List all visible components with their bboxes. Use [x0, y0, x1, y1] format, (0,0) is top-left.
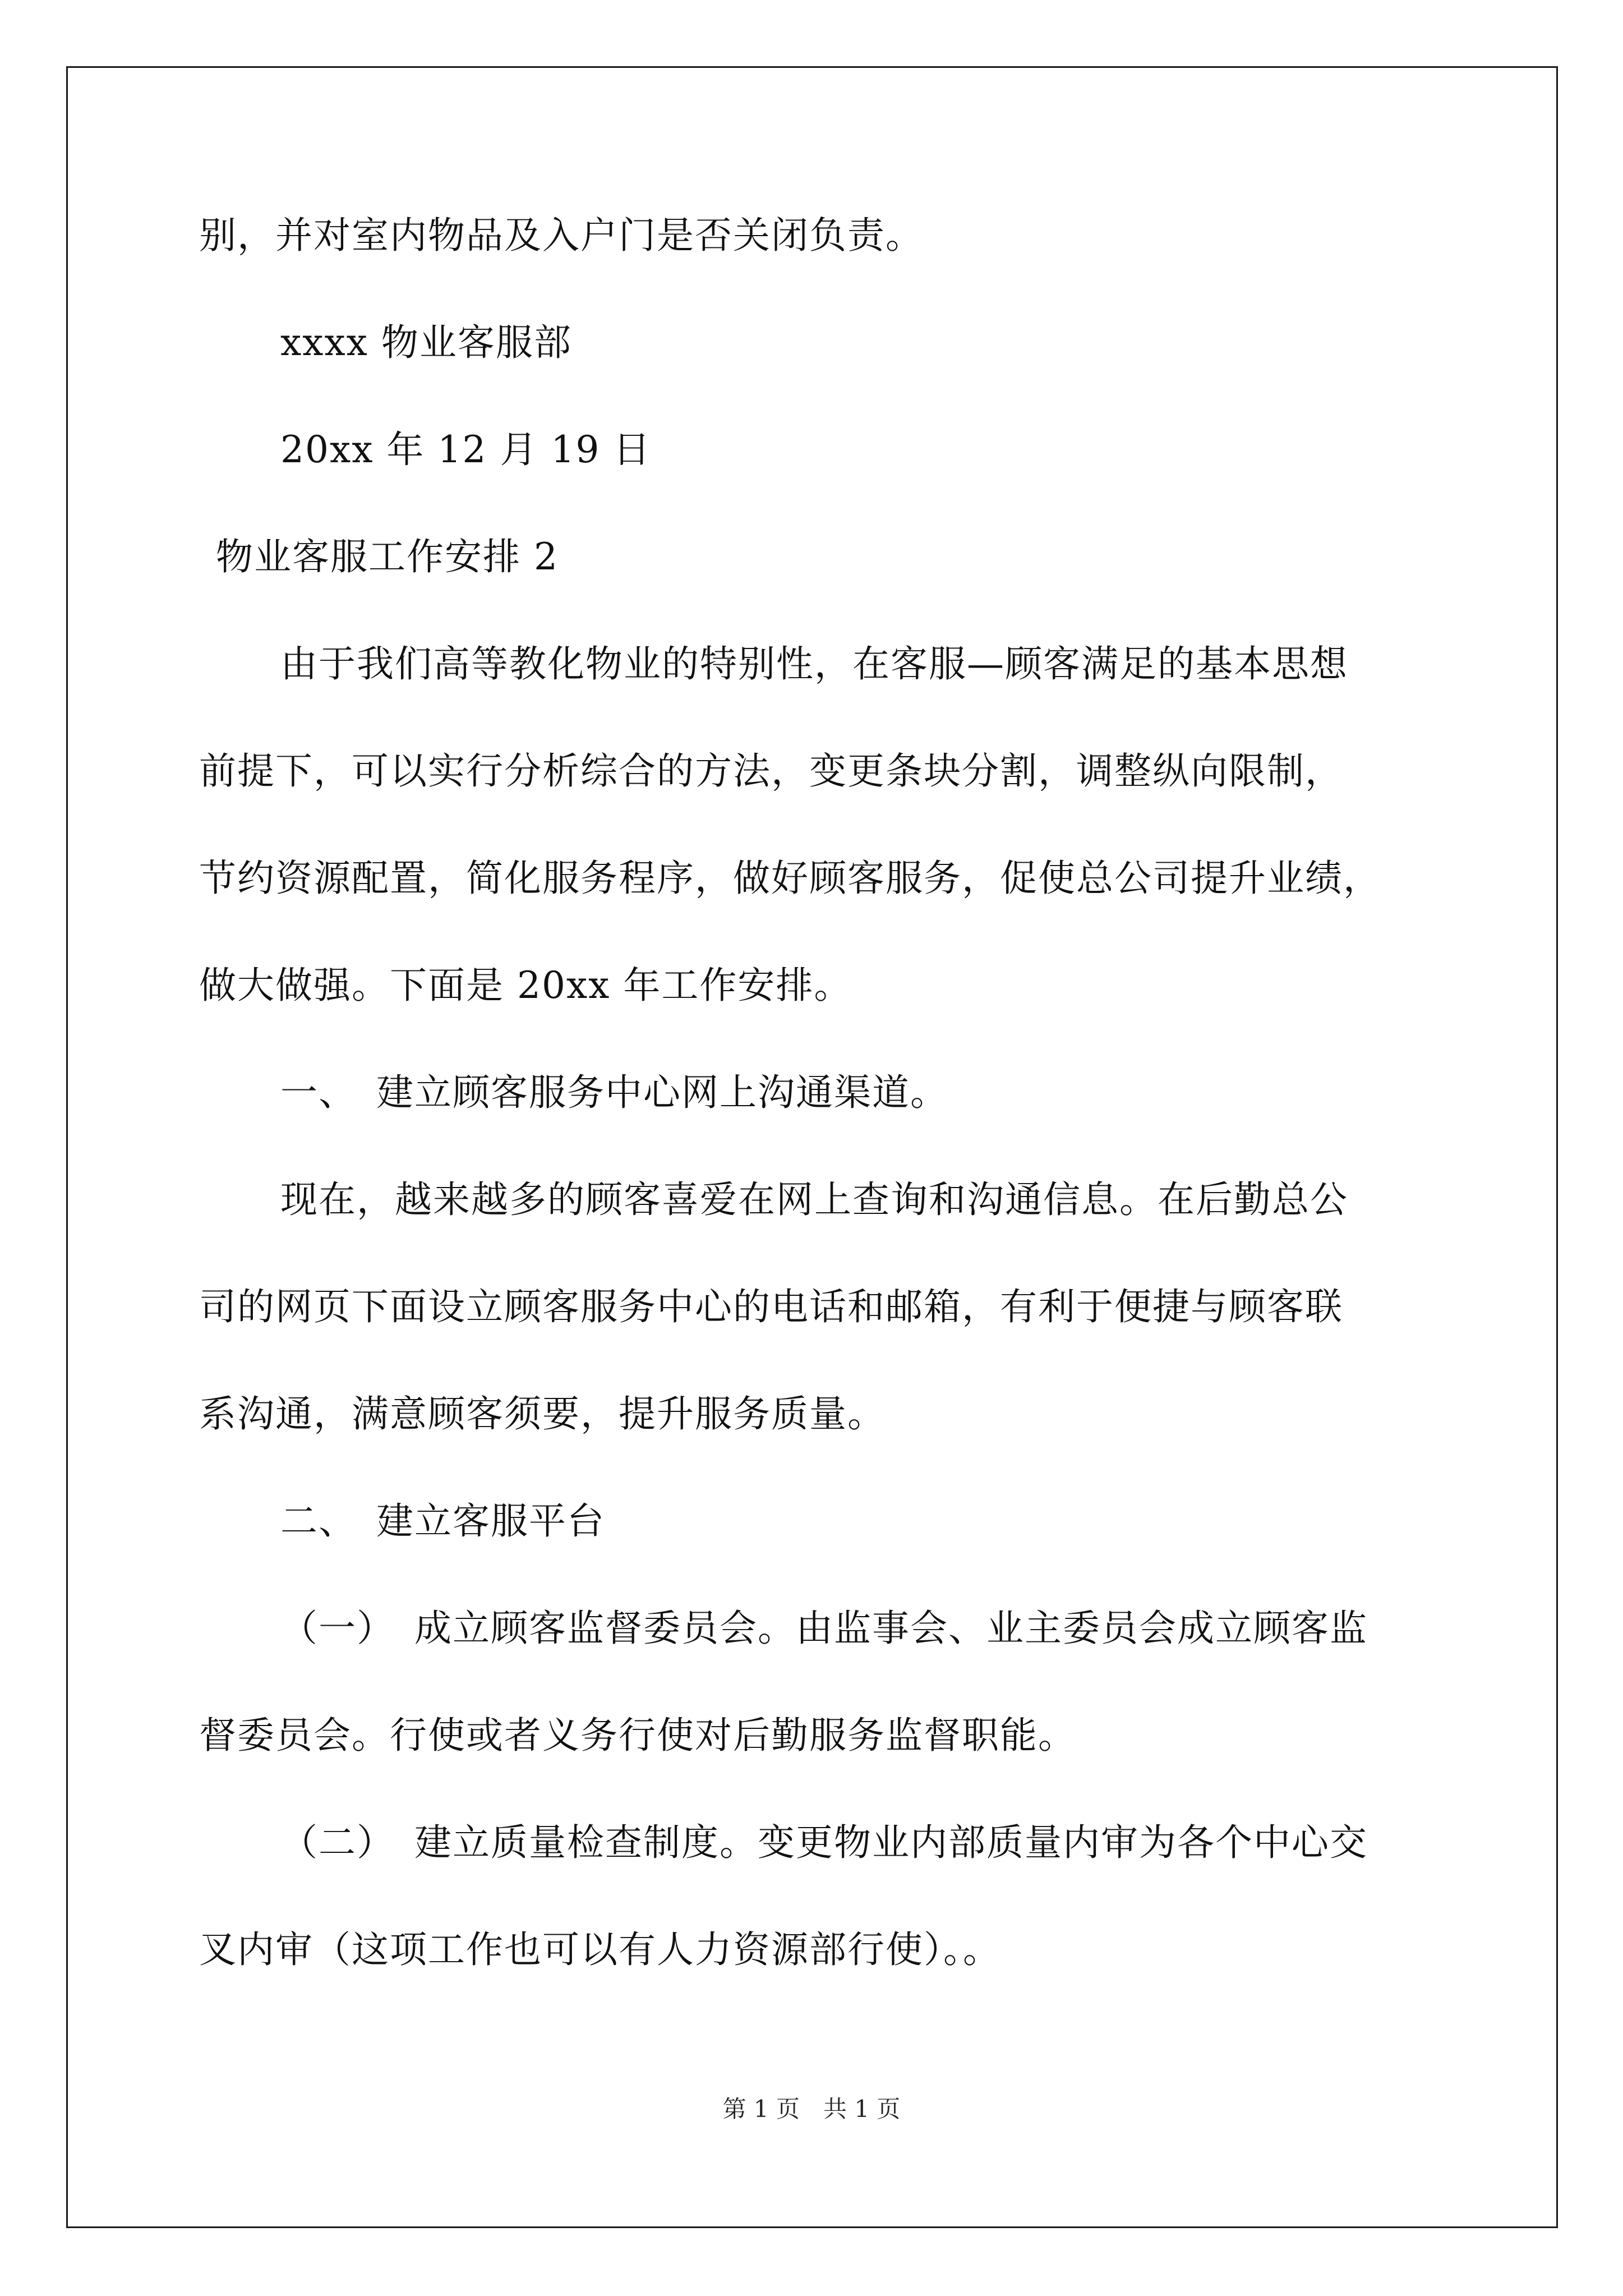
- sub-item-1: （一） 成立顾客监督委员会。由监事会、业主委员会成立顾客监: [280, 1607, 1368, 1650]
- list-heading-2: 二、 建立客服平台: [280, 1499, 605, 1543]
- paragraph-line: 节约资源配置，简化服务程序，做好顾客服务，促使总公司提升业绩，: [199, 857, 1381, 900]
- paragraph-line: 督委员会。行使或者义务行使对后勤服务监督职能。: [199, 1714, 1076, 1757]
- section-title: 物业客服工作安排 2: [216, 535, 559, 578]
- paragraph-line: 别，并对室内物品及入户门是否关闭负责。: [199, 214, 924, 257]
- page-footer: 第 1 页 共 1 页: [722, 2095, 901, 2123]
- paragraph-line: 现在，越来越多的顾客喜爱在网上查询和沟通信息。在后勤总公: [280, 1178, 1348, 1221]
- paragraph-line: 前提下，可以实行分析综合的方法，变更条块分割，调整纵向限制，: [199, 749, 1343, 793]
- page-border: [66, 66, 1558, 2228]
- list-heading-1: 一、 建立顾客服务中心网上沟通渠道。: [280, 1071, 948, 1114]
- paragraph-line: 系沟通，满意顾客须要，提升服务质量。: [199, 1392, 886, 1435]
- paragraph-line: 叉内审（这项工作也可以有人力资源部行使）。。: [199, 1928, 1001, 1971]
- signature-date: 20xx 年 12 月 19 日: [280, 428, 652, 471]
- department-signature: xxxx 物业客服部: [280, 321, 572, 364]
- paragraph-line: 做大做强。下面是 20xx 年工作安排。: [199, 964, 852, 1007]
- sub-item-2: （二） 建立质量检查制度。变更物业内部质量内审为各个中心交: [280, 1821, 1368, 1864]
- paragraph-line: 司的网页下面设立顾客服务中心的电话和邮箱，有利于便捷与顾客联: [199, 1285, 1343, 1328]
- paragraph-line: 由于我们高等教化物业的特别性，在客服—顾客满足的基本思想: [280, 642, 1348, 685]
